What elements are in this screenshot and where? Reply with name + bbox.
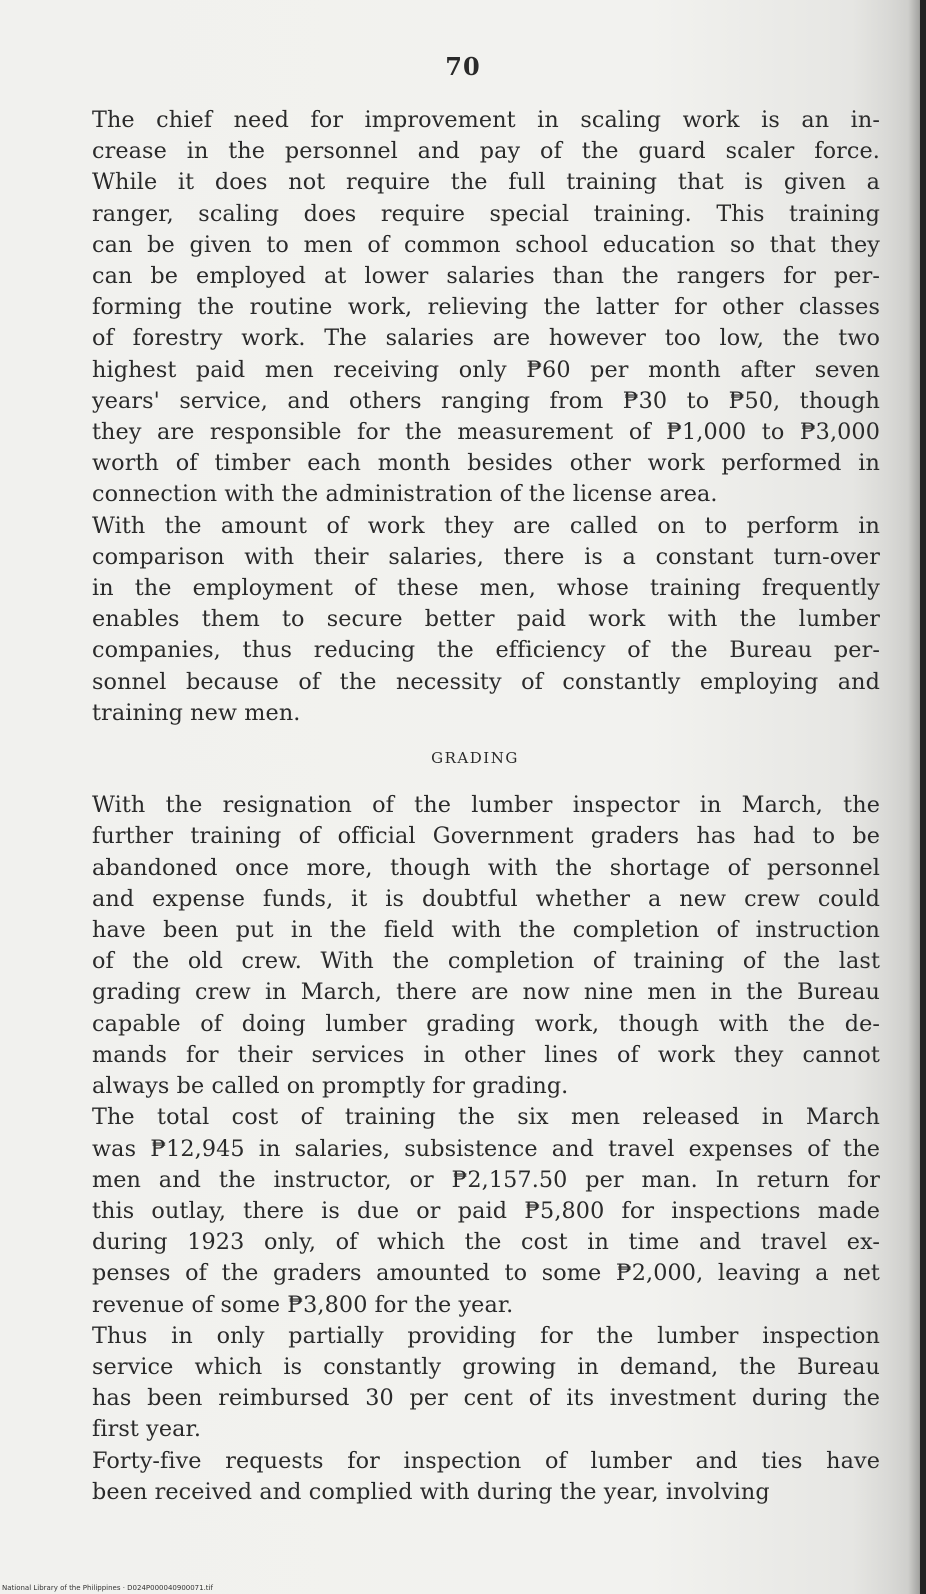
text-line: in the employment of these men, whose training frequently — [92, 575, 880, 602]
page-number: 70 — [445, 52, 481, 81]
text-line: can be given to men of common school education so that they — [92, 231, 880, 258]
text-line: they are responsible for the measurement of ₱1,000 to ₱3,000 — [92, 419, 880, 446]
text-line: been received and complied with during the year, involving — [92, 1478, 770, 1505]
text-line: capable of doing lumber grading work, though with the de- — [92, 1010, 880, 1037]
text-line: training new men. — [92, 699, 301, 726]
paragraph — [70, 790, 880, 1102]
section-heading: GRADING — [431, 749, 519, 768]
page-edge — [920, 0, 926, 1594]
text-line: sonnel because of the necessity of constantly employing and — [92, 668, 880, 695]
text-line: of forestry work. The salaries are however too low, the two — [92, 325, 880, 352]
text-line: has been reimbursed 30 per cent of its investment during the — [92, 1385, 880, 1412]
text-line: this outlay, there is due or paid ₱5,800 for inspections made — [92, 1197, 880, 1224]
text-line: forming the routine work, relieving the latter for other classes — [92, 294, 880, 321]
text-line: The total cost of training the six men released in March — [92, 1104, 880, 1131]
text-line: enables them to secure better paid work with the lumber — [92, 606, 880, 633]
text-line: crease in the personnel and pay of the guard scaler force. — [92, 138, 880, 165]
text-line: can be employed at lower salaries than the rangers for per- — [92, 263, 880, 290]
text-line: Thus in only partially providing for the lumber inspection — [92, 1322, 880, 1349]
text-line: during 1923 only, of which the cost in time and travel ex- — [92, 1229, 880, 1256]
text-line: The chief need for improvement in scaling work is an in- — [92, 107, 880, 133]
text-line: further training of official Government graders has had to be — [92, 823, 880, 850]
text-line: years' service, and others ranging from ₱30 to ₱50, though — [92, 387, 880, 414]
text-line: always be called on promptly for grading. — [92, 1073, 569, 1100]
text-line: grading crew in March, there are now nine men in the Bureau — [92, 979, 880, 1006]
text-line: connection with the administration of the license area. — [92, 481, 718, 508]
text-line: comparison with their salaries, there is a constant turn-over — [92, 543, 880, 570]
text-line: highest paid men receiving only ₱60 per month after seven — [92, 356, 880, 383]
text-line: Forty-five requests for inspection of lumber and ties have — [92, 1447, 880, 1474]
text-line: and expense funds, it is doubtful whether a new crew could — [92, 885, 880, 912]
paragraph — [70, 511, 880, 729]
text-line: have been put in the field with the completion of instruction — [92, 917, 880, 944]
scan-footer: National Library of the Philippines · D024P000040900071.tif — [2, 1584, 213, 1592]
text-line: was ₱12,945 in salaries, subsistence and travel expenses of the — [92, 1135, 880, 1162]
text-line: companies, thus reducing the efficiency of the Bureau per- — [92, 637, 880, 664]
text-line: mands for their services in other lines of work they cannot — [92, 1041, 880, 1068]
text-line: penses of the graders amounted to some ₱2,000, leaving a net — [92, 1260, 880, 1287]
text-line: With the resignation of the lumber inspector in March, the — [92, 792, 880, 819]
text-line: worth of timber each month besides other work performed in — [92, 450, 880, 477]
paragraph — [70, 1321, 880, 1446]
text-line: revenue of some ₱3,800 for the year. — [92, 1291, 514, 1318]
text-line: of the old crew. With the completion of training of the last — [92, 948, 880, 975]
text-line: With the amount of work they are called on to perform in — [92, 512, 880, 539]
text-line: service which is constantly growing in demand, the Bureau — [92, 1353, 880, 1380]
text-line: first year. — [92, 1416, 202, 1443]
paragraph — [70, 105, 880, 511]
text-line: men and the instructor, or ₱2,157.50 per man. In return for — [92, 1166, 880, 1193]
paragraph — [70, 1446, 880, 1508]
paragraph — [70, 1102, 880, 1320]
text-line: abandoned once more, though with the shortage of personnel — [92, 854, 880, 881]
text-line: While it does not require the full training that is given a — [92, 169, 880, 196]
body-text — [70, 105, 880, 1508]
text-line: ranger, scaling does require special training. This training — [92, 200, 880, 227]
